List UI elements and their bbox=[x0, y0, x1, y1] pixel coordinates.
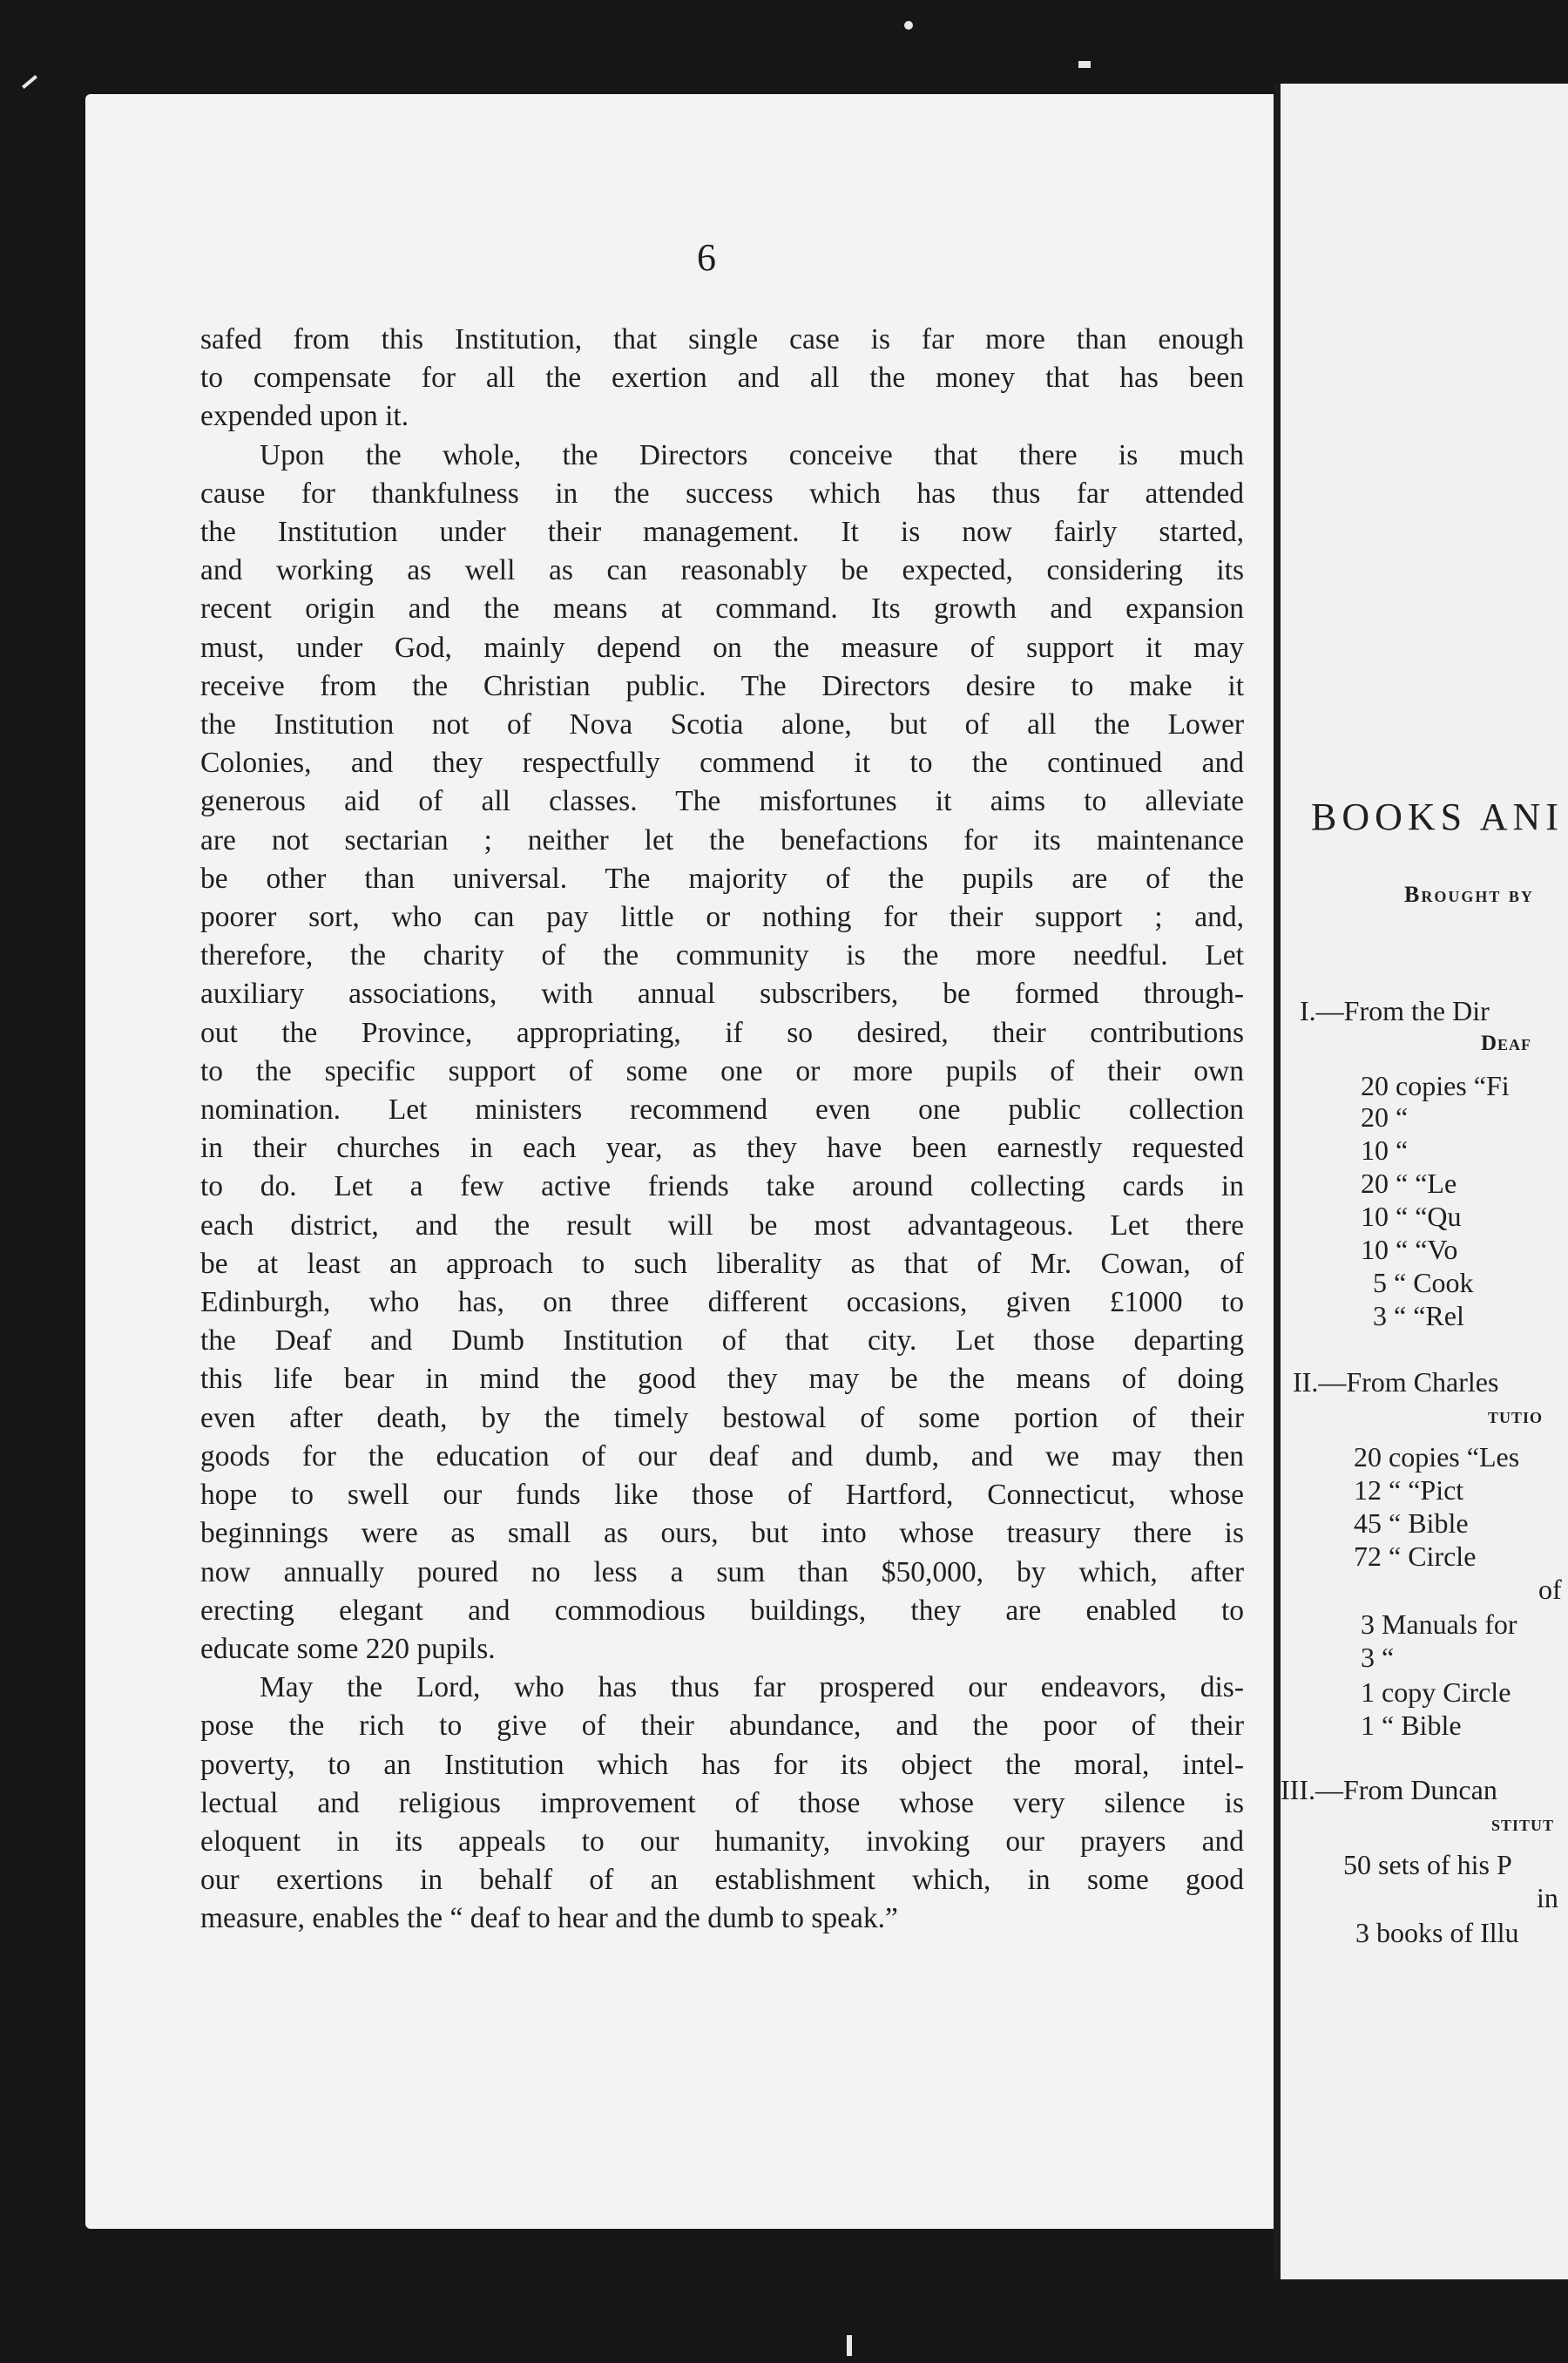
text-line: erecting elegant and commodious buildings, they are enabled to bbox=[200, 1594, 1244, 1627]
list-entry: 20 copies “Les bbox=[1354, 1441, 1520, 1473]
scan-speck bbox=[904, 21, 913, 30]
text-line: eloquent in its appeals to our humanity, invoking our prayers and bbox=[200, 1825, 1244, 1858]
text-line: beginnings were as small as ours, but into whose treasury there is bbox=[200, 1517, 1244, 1550]
text-line: now annually poured no less a sum than $50,000, by which, after bbox=[200, 1555, 1244, 1588]
text-line: cause for thankfulness in the success which has thus far attended bbox=[200, 477, 1244, 510]
list-entry: 20 copies “Fi bbox=[1361, 1070, 1510, 1101]
list-entry: 10 “ bbox=[1361, 1134, 1409, 1166]
text-line: Upon the whole, the Directors conceive that there is much bbox=[260, 438, 1244, 471]
text-line: must, under God, mainly depend on the measure of support it may bbox=[200, 631, 1244, 664]
text-line: our exertions in behalf of an establishment which, in some good bbox=[200, 1864, 1244, 1897]
list-entry: 20 “ “Le bbox=[1361, 1168, 1457, 1199]
text-line: be other than universal. The majority of the pupils are of the bbox=[200, 862, 1244, 895]
text-line: pose the rich to give of their abundance, and the poor of their bbox=[200, 1710, 1244, 1743]
scan-speck bbox=[847, 2335, 852, 2356]
list-entry: 3 Manuals for bbox=[1361, 1608, 1517, 1640]
right-page-subheading: Brought by bbox=[1404, 882, 1534, 907]
text-line: expended upon it. bbox=[200, 400, 409, 433]
text-line: and working as well as can reasonably be expected, considering its bbox=[200, 554, 1244, 587]
text-line: the Institution under their management. It is now fairly started, bbox=[200, 516, 1244, 549]
text-line: poorer sort, who can pay little or nothing for their support ; and, bbox=[200, 901, 1244, 934]
list-entry: 10 “ “Vo bbox=[1361, 1234, 1458, 1265]
text-line: hope to swell our funds like those of Hartford, Connecticut, whose bbox=[200, 1479, 1244, 1512]
text-line: recent origin and the means at command. Its growth and expansion bbox=[200, 592, 1244, 626]
text-line: be at least an approach to such liberality as that of Mr. Cowan, of bbox=[200, 1247, 1244, 1280]
text-line: the Deaf and Dumb Institution of that city. Let those departing bbox=[200, 1324, 1244, 1358]
list-entry: 72 “ Circle bbox=[1354, 1540, 1477, 1572]
text-line: goods for the education of our deaf and dumb, and we may then bbox=[200, 1439, 1244, 1473]
text-line: generous aid of all classes. The misfortunes it aims to alleviate bbox=[200, 785, 1244, 818]
text-line: nomination. Let ministers recommend even one public collection bbox=[200, 1093, 1244, 1127]
text-line: out the Province, appropriating, if so desired, their contributions bbox=[200, 1016, 1244, 1049]
text-line: therefore, the charity of the community is the more needful. Let bbox=[200, 939, 1244, 972]
list-entry: 1 “ Bible bbox=[1361, 1710, 1462, 1741]
page-number: 6 bbox=[697, 236, 716, 279]
list-entry: 50 sets of his P bbox=[1343, 1849, 1512, 1880]
list-entry: 45 “ Bible bbox=[1354, 1507, 1469, 1539]
book-gutter bbox=[1274, 84, 1281, 2279]
text-line: lectual and religious improvement of those whose very silence is bbox=[200, 1786, 1244, 1819]
text-line: Colonies, and they respectfully commend it to the continued and bbox=[200, 747, 1244, 780]
text-line: this life bear in mind the good they may be the means of doing bbox=[200, 1363, 1244, 1396]
text-line: to the specific support of some one or more pupils of their own bbox=[200, 1054, 1244, 1087]
list-entry: II.—From Charles bbox=[1293, 1366, 1499, 1398]
list-entry: of bbox=[1538, 1574, 1562, 1605]
list-entry: III.—From Duncan bbox=[1281, 1774, 1497, 1805]
list-entry: Deaf bbox=[1481, 1032, 1532, 1055]
text-line: each district, and the result will be most advantageous. Let there bbox=[200, 1209, 1244, 1242]
list-entry: 20 “ bbox=[1361, 1101, 1409, 1133]
body-text bbox=[200, 321, 1244, 1939]
scan-speck bbox=[1078, 61, 1091, 68]
list-entry: 5 “ Cook bbox=[1373, 1267, 1474, 1298]
text-line: auxiliary associations, with annual subscribers, be formed through- bbox=[200, 978, 1244, 1011]
text-line: educate some 220 pupils. bbox=[200, 1632, 496, 1665]
text-line: May the Lord, who has thus far prospered our endeavors, dis- bbox=[260, 1671, 1244, 1704]
list-entry: 1 copy Circle bbox=[1361, 1676, 1511, 1708]
list-entry: 10 “ “Qu bbox=[1361, 1201, 1462, 1232]
right-page-heading: BOOKS ANI bbox=[1311, 796, 1564, 838]
text-line: in their churches in each year, as they have been earnestly requested bbox=[200, 1132, 1244, 1165]
list-entry: I.—From the Dir bbox=[1300, 995, 1490, 1026]
text-line: even after death, by the timely bestowal of some portion of their bbox=[200, 1401, 1244, 1434]
list-entry: in bbox=[1537, 1882, 1558, 1913]
text-line: to compensate for all the exertion and all the money that has been bbox=[200, 362, 1244, 395]
list-entry: stitut bbox=[1491, 1812, 1555, 1836]
scan-speck bbox=[22, 75, 37, 89]
text-line: the Institution not of Nova Scotia alone, but of all the Lower bbox=[200, 708, 1244, 741]
list-entry: 3 “ “Rel bbox=[1373, 1300, 1464, 1331]
text-line: poverty, to an Institution which has for its object the moral, intel- bbox=[200, 1748, 1244, 1781]
list-entry: 12 “ “Pict bbox=[1354, 1474, 1464, 1506]
text-line: receive from the Christian public. The Directors desire to make it bbox=[200, 669, 1244, 702]
text-line: safed from this Institution, that single case is far more than enough bbox=[200, 323, 1244, 355]
text-line: Edinburgh, who has, on three different occasions, given £1000 to bbox=[200, 1286, 1244, 1319]
text-line: measure, enables the “ deaf to hear and the dumb to speak.” bbox=[200, 1902, 898, 1935]
text-line: are not sectarian ; neither let the benefactions for its maintenance bbox=[200, 823, 1244, 857]
list-entry: 3 “ bbox=[1361, 1642, 1395, 1673]
list-entry: 3 books of Illu bbox=[1355, 1917, 1519, 1948]
text-line: to do. Let a few active friends take around collecting cards in bbox=[200, 1170, 1244, 1203]
list-entry: tutio bbox=[1488, 1405, 1544, 1428]
